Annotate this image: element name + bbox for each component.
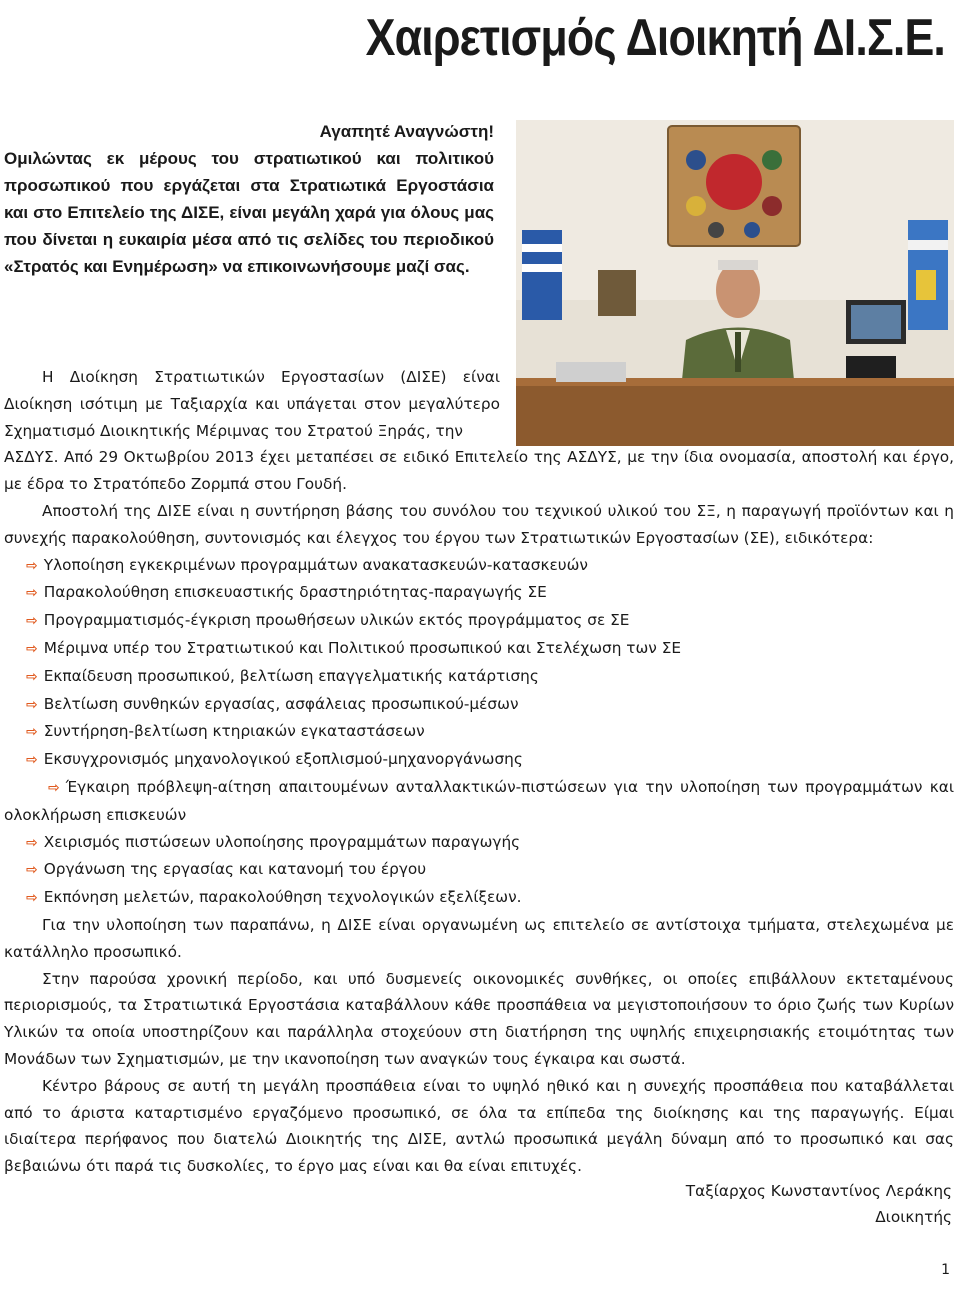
paragraph-3: Για την υλοποίηση των παραπάνω, η ΔΙΣΕ είναι οργανωμένη ως επιτελείο σε αντίστοιχα τμήματα, στελεχωμένα με κατάλληλο προσωπικό. — [4, 915, 954, 961]
signature-name: Ταξίαρχος Κωνσταντίνος Λεράκης — [685, 1182, 952, 1200]
bullet-list — [4, 552, 954, 774]
list-item: ⇨ Οργάνωση της εργασίας και κατανομή του έργου — [26, 856, 954, 884]
list-item-long: ⇨ Έγκαιρη πρόβλεψη-αίτηση απαιτουμένων ανταλλακτικών-πιστώσεων για την υλοποίηση των προγραμμάτων και ολοκλήρωση επισκευών — [4, 774, 954, 829]
arrow-bullet-icon: ⇨ — [26, 668, 38, 685]
list-item: ⇨ Μέριμνα υπέρ του Στρατιωτικού και Πολιτικού προσωπικού και Στελέχωση των ΣΕ — [26, 635, 954, 663]
article-body — [4, 364, 954, 1180]
signature-role: Διοικητής — [875, 1208, 952, 1226]
page-number: 1 — [941, 1262, 950, 1278]
list-item: ⇨ Χειρισμός πιστώσεων υλοποίησης προγραμμάτων παραγωγής — [26, 829, 954, 857]
intro-text: Ομιλώντας εκ μέρους του στρατιωτικού και πολιτικού προσωπικού που εργάζεται στα Στρατιωτικά Εργοστάσια και στο Επιτελείο της ΔΙΣΕ, είναι μεγάλη χαρά για όλους μας που δίνεται η ευκαιρία μέσα από τις σελίδες του περιοδικού «Στρατός και Ενημέρωση» να επικοινωνήσουμε μαζί σας. — [4, 149, 494, 276]
page-title: Χαιρετισμός Διοικητή ΔΙ.Σ.Ε. — [365, 9, 945, 67]
paragraph-1-rest: ΑΣΔΥΣ. Από 29 Οκτωβρίου 2013 έχει μεταπέσει σε ειδικό Επιτελείο της ΑΣΔΥΣ, με την ίδια ονομασία, αποστολή και έργο, με έδρα το Στρατόπεδο Ζορμπά στου Γουδή. — [4, 448, 954, 494]
arrow-bullet-icon: ⇨ — [48, 779, 60, 796]
arrow-bullet-icon: ⇨ — [26, 752, 38, 769]
arrow-bullet-icon: ⇨ — [26, 613, 38, 630]
arrow-bullet-icon: ⇨ — [26, 834, 38, 851]
paragraph-4: Στην παρούσα χρονική περίοδο, και υπό δυσμενείς οικονομικές συνθήκες, οι οποίες επιβάλλουν εκτεταμένους περιορισμούς, τα Στρατιωτικά Εργοστάσια καταβάλλουν κάθε προσπάθεια να μεγιστοποιήσουν το όριο ζωής των Κυρίων Υλικών τα οποία υποστηρίζουν και παράλληλα στοχεύουν στη διατήρηση της υψηλής επιχειρησιακής ετοιμότητας των Μονάδων των Σχηματισμών, με την ικανοποίηση των αναγκών τους έγκαιρα και σωστά. — [4, 969, 954, 1068]
list-item: ⇨ Εκσυγχρονισμός μηχανολογικού εξοπλισμού-μηχανοργάνωσης — [26, 746, 954, 774]
list-item: ⇨ Βελτίωση συνθηκών εργασίας, ασφάλειας προσωπικού-μέσων — [26, 691, 954, 719]
arrow-bullet-icon: ⇨ — [26, 890, 38, 907]
bullet-list-2 — [4, 829, 954, 912]
arrow-bullet-icon: ⇨ — [26, 724, 38, 741]
paragraph-1-start: Η Διοίκηση Στρατιωτικών Εργοστασίων (ΔΙΣΕ) είναι Διοίκηση ισότιμη με Ταξιαρχία και υπάγεται στον μεγαλύτερο Σχηματισμό Διοικητικής Μέριμνας του Στρατού Ξηράς, την — [4, 368, 500, 440]
list-item: ⇨ Συντήρηση-βελτίωση κτηριακών εγκαταστάσεων — [26, 718, 954, 746]
arrow-bullet-icon: ⇨ — [26, 640, 38, 657]
signature-block — [686, 1178, 952, 1230]
paragraph-2: Αποστολή της ΔΙΣΕ είναι η συντήρηση βάσης του συνόλου του τεχνικού υλικού του ΣΞ, η παραγωγή προϊόντων και η συνεχής παρακολούθηση, συντονισμός και έλεγχος του έργου των Στρατιωτικών Εργοστασίων (ΣΕ), ειδικότερα: — [4, 501, 954, 547]
list-item: ⇨ Προγραμματισμός-έγκριση προωθήσεων υλικών εκτός προγράμματος σε ΣΕ — [26, 607, 954, 635]
paragraph-5: Κέντρο βάρους σε αυτή τη μεγάλη προσπάθεια είναι το υψηλό ηθικό και η συνεχής προσπάθεια που καταβάλλεται από το άριστα καταρτισμένο εργαζόμενο προσωπικό, σε όλα τα επίπεδα της διοίκησης και της παραγωγής. Είμαι ιδιαίτερα περήφανος που διατελώ Διοικητής της ΔΙΣΕ, αντλώ προσωπικά μεγάλη δύναμη από το προσωπικό και σας βεβαιώνω ότι παρά τις δυσκολίες, το έργο μας είναι και θα είναι επιτυχές. — [4, 1076, 954, 1176]
arrow-bullet-icon: ⇨ — [26, 557, 38, 574]
arrow-bullet-icon: ⇨ — [26, 585, 38, 602]
greeting: Αγαπητέ Αναγνώστη! — [319, 122, 494, 141]
arrow-bullet-icon: ⇨ — [26, 696, 38, 713]
list-item: ⇨ Υλοποίηση εγκεκριμένων προγραμμάτων ανακατασκευών-κατασκευών — [26, 552, 954, 580]
arrow-bullet-icon: ⇨ — [26, 862, 38, 879]
list-item: ⇨ Εκπαίδευση προσωπικού, βελτίωση επαγγελματικής κατάρτισης — [26, 663, 954, 691]
list-item: ⇨ Παρακολούθηση επισκευαστικής δραστηριότητας-παραγωγής ΣΕ — [26, 579, 954, 607]
intro-block — [4, 118, 494, 280]
list-item: ⇨ Εκπόνηση μελετών, παρακολούθηση τεχνολογικών εξελίξεων. — [26, 884, 954, 912]
